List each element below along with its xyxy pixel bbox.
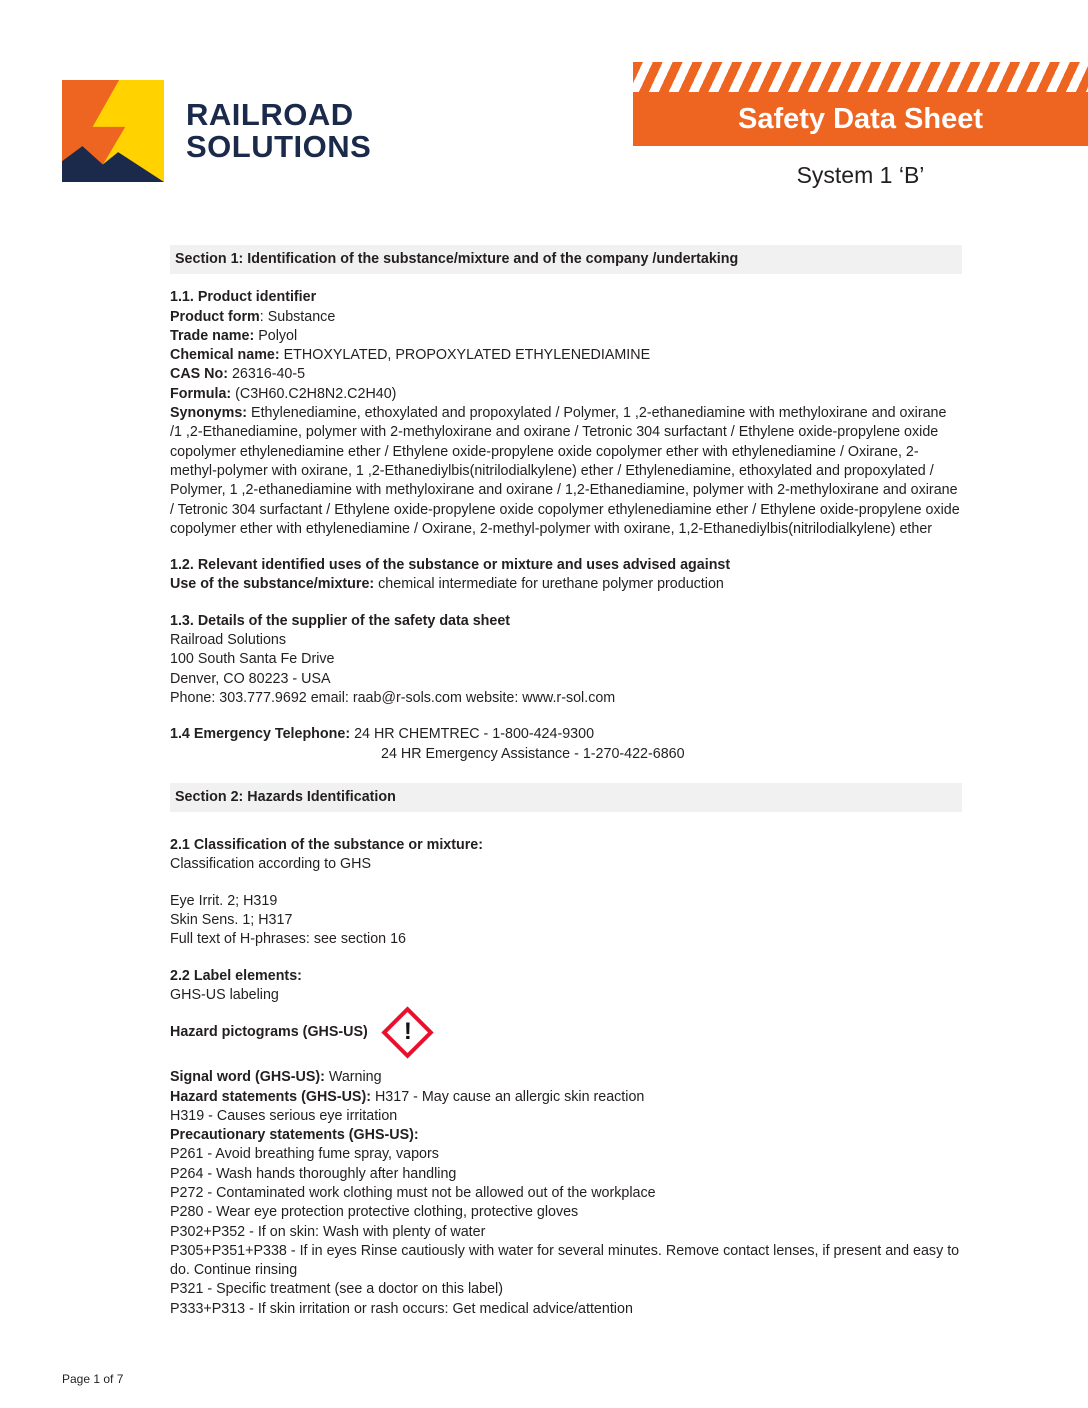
document-header (0, 0, 1088, 215)
emergency-phone-value-2: 24 HR Emergency Assistance - 1-270-422-6860 (381, 745, 685, 762)
hazard-pictogram-row (170, 1006, 962, 1058)
supplier-city: Denver, CO 80223 - USA (170, 670, 331, 687)
supplier-street: 100 South Santa Fe Drive (170, 651, 335, 668)
cas-label: CAS No: (170, 366, 228, 383)
precaution-item: P321 - Specific treatment (see a doctor on this label) (170, 1281, 503, 1298)
page-title: Safety Data Sheet (738, 102, 983, 135)
trade-name-value: Polyol (254, 327, 298, 344)
document-title-bar (633, 92, 1088, 146)
signal-word-value: Warning (324, 1069, 382, 1086)
product-form-label: Product form (170, 308, 260, 325)
exclamation-mark-pictogram-icon: ! (382, 1006, 434, 1058)
section-1-2-title: 1.2. Relevant identified uses of the substance or mixture and uses advised against (170, 557, 731, 574)
precaution-item: P261 - Avoid breathing fume spray, vapors (170, 1146, 439, 1163)
ghs-labeling-line: GHS-US labeling (170, 986, 279, 1003)
formula-value: (C3H60.C2H8N2.C2H40) (231, 385, 397, 402)
cas-row (170, 365, 962, 384)
precaution-item: P302+P352 - If on skin: Wash with plenty of water (170, 1223, 486, 1240)
signal-word-row (170, 1068, 962, 1087)
section-2-heading: Section 2: Hazards Identification (170, 783, 962, 812)
precaution-item: P333+P313 - If skin irritation or rash occurs: Get medical advice/attention (170, 1300, 633, 1317)
trade-name-label: Trade name: (170, 327, 255, 344)
hazard-class-1: Eye Irrit. 2; H319 (170, 892, 278, 909)
chemical-name-row (170, 346, 962, 365)
trade-name-row (170, 327, 962, 346)
product-form-value: : Substance (259, 308, 336, 325)
hazard-class-note: Full text of H-phrases: see section 16 (170, 931, 407, 948)
synonyms-label: Synonyms: (170, 405, 248, 422)
company-logo (62, 80, 371, 182)
classification-line: Classification according to GHS (170, 856, 372, 873)
hazard-statements-value: H317 - May cause an allergic skin reaction (371, 1088, 645, 1105)
hazard-class-2: Skin Sens. 1; H317 (170, 912, 293, 929)
hazard-statements-label: Hazard statements (GHS-US): (170, 1088, 371, 1105)
emergency-phone-value: 24 HR CHEMTREC - 1-800-424-9300 (350, 726, 595, 743)
product-form-row (170, 308, 962, 327)
logo-line-2: SOLUTIONS (186, 129, 372, 164)
use-value: chemical intermediate for urethane polymer production (374, 576, 724, 593)
title-block (633, 62, 1088, 189)
chemical-name-value: ETHOXYLATED, PROPOXYLATED ETHYLENEDIAMINE (279, 347, 651, 364)
section-2-1-title: 2.1 Classification of the substance or mixture: (170, 837, 484, 854)
precaution-item: P264 - Wash hands thoroughly after handling (170, 1165, 457, 1182)
use-label: Use of the substance/mixture: (170, 576, 375, 593)
logo-wordmark (186, 99, 371, 162)
document-subtitle: System 1 ‘B’ (796, 162, 925, 188)
railroad-solutions-logo-icon (62, 80, 164, 182)
section-1-heading: Section 1: Identification of the substance/mixture and of the company /undertaking (170, 245, 962, 274)
supplier-name: Railroad Solutions (170, 632, 287, 649)
emergency-phone-row (170, 725, 962, 744)
hazard-statements-line-2: H319 - Causes serious eye irritation (170, 1107, 398, 1124)
supplier-contact: Phone: 303.777.9692 email: raab@r-sols.com website: www.r-sol.com (170, 689, 616, 706)
document-body (170, 245, 962, 1319)
formula-row (170, 385, 962, 404)
formula-label: Formula: (170, 385, 232, 402)
page-footer: Page 1 of 7 (62, 1372, 124, 1386)
section-1-3-title: 1.3. Details of the supplier of the safety data sheet (170, 612, 511, 629)
logo-line-1: RAILROAD (186, 97, 354, 133)
section-2-2-title: 2.2 Label elements: (170, 967, 302, 984)
cas-value: 26316-40-5 (227, 366, 306, 383)
emergency-phone-label: 1.4 Emergency Telephone: (170, 726, 351, 743)
hazard-stripe-banner (633, 62, 1088, 92)
chemical-name-label: Chemical name: (170, 347, 280, 364)
hazard-pictograms-label: Hazard pictograms (GHS-US) (170, 1023, 368, 1040)
precaution-item: P280 - Wear eye protection protective clothing, protective gloves (170, 1204, 579, 1221)
hazard-statements-row (170, 1088, 962, 1107)
precaution-item: P305+P351+P338 - If in eyes Rinse cautiously with water for several minutes. Remove contact lenses, if present and easy to do. Continue rinsing (170, 1242, 960, 1279)
precautionary-statements-label: Precautionary statements (GHS-US): (170, 1127, 419, 1144)
use-row (170, 575, 962, 594)
precaution-item: P272 - Contaminated work clothing must not be allowed out of the workplace (170, 1184, 656, 1201)
synonyms-value: Ethylenediamine, ethoxylated and propoxylated / Polymer, 1 ,2-ethanediamine with methyloxirane and oxirane /1 ,2-Ethanediamine, polymer with 2-methyloxirane and oxirane / Tetronic 304 surfactant / Ethylene oxide-propylene oxide copolymer ethylenediamine ether / Ethylene oxide-propylene oxide copolymer ether with ethylenediamine / Oxirane, 2-methyl-polymer with oxirane, 1 ,2-Ethanediylbis(nitrilodialkylene) ether / Ethylenediamine, ethoxylated and propoxylated / Polymer, 1 ,2-ethanediamine with methyloxirane and oxirane / 1,2-Ethanediamine, polymer with 2-methyloxirane and oxirane / Tetronic 304 surfactant / Ethylene oxide-propylene oxide copolymer ethylenediamine ether / Ethylene oxide-propylene oxide copolymer ether with ethylenediamine / Oxirane, 2-methyl-polymer with oxirane, 1,2-Ethanediylbis(nitrilodialkylene) ether (170, 405, 960, 537)
signal-word-label: Signal word (GHS-US): (170, 1069, 325, 1086)
section-1-1-title: 1.1. Product identifier (170, 289, 317, 306)
synonyms-row (170, 404, 962, 539)
